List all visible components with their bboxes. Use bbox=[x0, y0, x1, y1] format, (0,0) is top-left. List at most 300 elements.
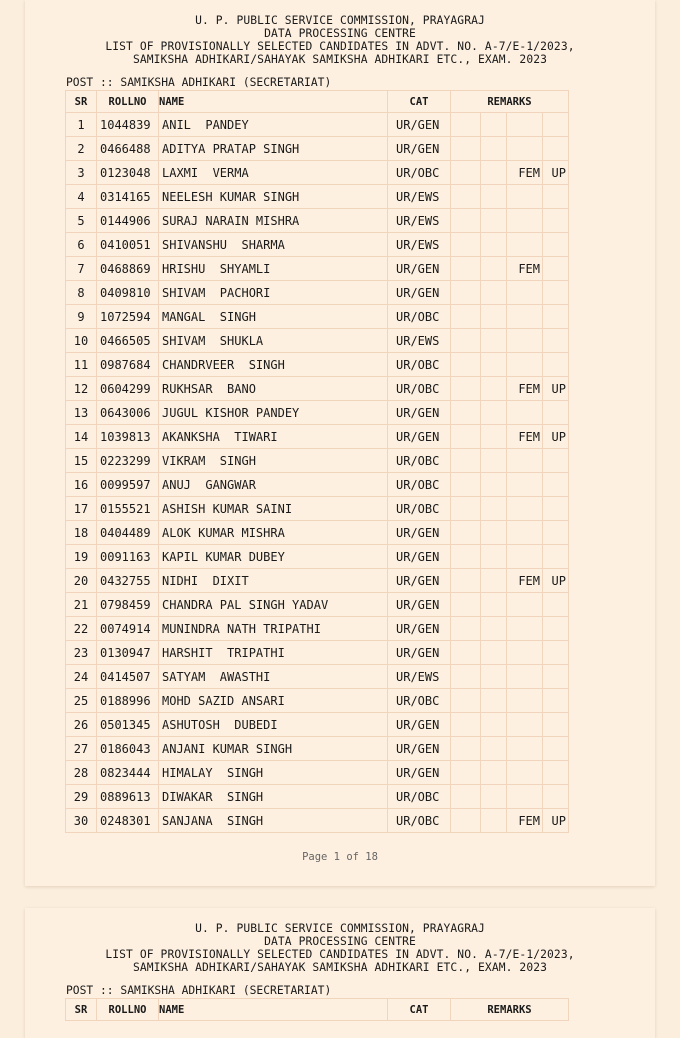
cell-rollno: 0889613 bbox=[97, 785, 159, 809]
cell-name: ADITYA PRATAP SINGH bbox=[159, 137, 388, 161]
cell-remark-blank-a bbox=[451, 257, 481, 281]
cell-remark-blank-a bbox=[451, 281, 481, 305]
cell-remark-1: FEM bbox=[507, 377, 543, 401]
cell-remark-2 bbox=[543, 113, 569, 137]
cell-cat: UR/OBC bbox=[388, 497, 451, 521]
cell-remark-2 bbox=[543, 449, 569, 473]
cell-remark-2 bbox=[543, 185, 569, 209]
cell-remark-2: UP bbox=[543, 161, 569, 185]
cell-rollno: 0501345 bbox=[97, 713, 159, 737]
post-title: POST :: SAMIKSHA ADHIKARI (SECRETARIAT) bbox=[66, 76, 332, 89]
cell-rollno: 0099597 bbox=[97, 473, 159, 497]
cell-name: ANIL PANDEY bbox=[159, 113, 388, 137]
cell-remark-2 bbox=[543, 353, 569, 377]
cell-remark-1 bbox=[507, 641, 543, 665]
cell-cat: UR/GEN bbox=[388, 593, 451, 617]
results-table bbox=[65, 90, 569, 833]
cell-remark-blank-b bbox=[481, 569, 507, 593]
cell-remark-1 bbox=[507, 185, 543, 209]
cell-cat: UR/GEN bbox=[388, 761, 451, 785]
table-row bbox=[66, 689, 569, 713]
header-list-title: LIST OF PROVISIONALLY SELECTED CANDIDATES IN ADVT. NO. A-7/E-1/2023, bbox=[105, 948, 575, 961]
table-row bbox=[66, 785, 569, 809]
cell-remark-1 bbox=[507, 449, 543, 473]
cell-remark-blank-a bbox=[451, 497, 481, 521]
table-row bbox=[66, 353, 569, 377]
table-row bbox=[66, 617, 569, 641]
cell-remark-blank-a bbox=[451, 137, 481, 161]
cell-sr: 16 bbox=[66, 473, 97, 497]
cell-remark-2 bbox=[543, 497, 569, 521]
page-footer: Page 1 of 18 bbox=[302, 851, 378, 863]
cell-remark-blank-a bbox=[451, 233, 481, 257]
cell-remark-2 bbox=[543, 545, 569, 569]
cell-rollno: 0130947 bbox=[97, 641, 159, 665]
cell-name: HRISHU SHYAMLI bbox=[159, 257, 388, 281]
cell-remark-2 bbox=[543, 137, 569, 161]
cell-rollno: 0074914 bbox=[97, 617, 159, 641]
cell-rollno: 0604299 bbox=[97, 377, 159, 401]
cell-remark-1: FEM bbox=[507, 425, 543, 449]
cell-remark-2 bbox=[543, 785, 569, 809]
table-row bbox=[66, 305, 569, 329]
table-row bbox=[66, 809, 569, 833]
table-row bbox=[66, 473, 569, 497]
cell-remark-blank-a bbox=[451, 377, 481, 401]
cell-remark-blank-b bbox=[481, 185, 507, 209]
cell-sr: 30 bbox=[66, 809, 97, 833]
header-commission: U. P. PUBLIC SERVICE COMMISSION, PRAYAGRAJ bbox=[195, 922, 485, 935]
table-row bbox=[66, 137, 569, 161]
cell-remark-1 bbox=[507, 305, 543, 329]
cell-sr: 24 bbox=[66, 665, 97, 689]
cell-remark-blank-a bbox=[451, 665, 481, 689]
cell-rollno: 0223299 bbox=[97, 449, 159, 473]
cell-remark-blank-b bbox=[481, 617, 507, 641]
cell-cat: UR/OBC bbox=[388, 353, 451, 377]
cell-remark-blank-b bbox=[481, 113, 507, 137]
cell-remark-blank-b bbox=[481, 713, 507, 737]
cell-cat: UR/OBC bbox=[388, 449, 451, 473]
col-rollno: ROLLNO bbox=[97, 91, 159, 113]
cell-cat: UR/OBC bbox=[388, 305, 451, 329]
cell-name: SHIVAM PACHORI bbox=[159, 281, 388, 305]
col-cat: CAT bbox=[388, 999, 451, 1021]
cell-sr: 18 bbox=[66, 521, 97, 545]
col-sr: SR bbox=[66, 91, 97, 113]
cell-remark-blank-b bbox=[481, 689, 507, 713]
cell-cat: UR/GEN bbox=[388, 281, 451, 305]
cell-sr: 19 bbox=[66, 545, 97, 569]
cell-sr: 15 bbox=[66, 449, 97, 473]
header-list-title: LIST OF PROVISIONALLY SELECTED CANDIDATES IN ADVT. NO. A-7/E-1/2023, bbox=[105, 40, 575, 53]
cell-remark-blank-a bbox=[451, 185, 481, 209]
cell-name: HIMALAY SINGH bbox=[159, 761, 388, 785]
cell-remark-2 bbox=[543, 713, 569, 737]
cell-remark-1: FEM bbox=[507, 569, 543, 593]
header-exam: SAMIKSHA ADHIKARI/SAHAYAK SAMIKSHA ADHIKARI ETC., EXAM. 2023 bbox=[132, 53, 548, 66]
cell-sr: 7 bbox=[66, 257, 97, 281]
cell-remark-blank-a bbox=[451, 113, 481, 137]
cell-remark-blank-a bbox=[451, 329, 481, 353]
cell-rollno: 0404489 bbox=[97, 521, 159, 545]
table-row bbox=[66, 641, 569, 665]
cell-remark-2: UP bbox=[543, 425, 569, 449]
cell-rollno: 1039813 bbox=[97, 425, 159, 449]
cell-sr: 25 bbox=[66, 689, 97, 713]
cell-cat: UR/GEN bbox=[388, 641, 451, 665]
cell-rollno: 1044839 bbox=[97, 113, 159, 137]
cell-name: RUKHSAR BANO bbox=[159, 377, 388, 401]
cell-remark-1 bbox=[507, 737, 543, 761]
cell-name: SURAJ NARAIN MISHRA bbox=[159, 209, 388, 233]
cell-remark-1 bbox=[507, 137, 543, 161]
cell-remark-blank-a bbox=[451, 425, 481, 449]
cell-remark-blank-b bbox=[481, 305, 507, 329]
cell-remark-2 bbox=[543, 617, 569, 641]
cell-remark-blank-a bbox=[451, 809, 481, 833]
cell-remark-blank-a bbox=[451, 209, 481, 233]
table-body bbox=[66, 113, 569, 833]
table-row bbox=[66, 161, 569, 185]
cell-sr: 6 bbox=[66, 233, 97, 257]
cell-remark-2 bbox=[543, 305, 569, 329]
cell-rollno: 0155521 bbox=[97, 497, 159, 521]
col-name: NAME bbox=[159, 999, 388, 1021]
cell-sr: 26 bbox=[66, 713, 97, 737]
cell-remark-2 bbox=[543, 641, 569, 665]
cell-remark-blank-b bbox=[481, 137, 507, 161]
cell-sr: 5 bbox=[66, 209, 97, 233]
table-header-row bbox=[66, 999, 569, 1021]
cell-remark-blank-b bbox=[481, 521, 507, 545]
table-row bbox=[66, 713, 569, 737]
cell-sr: 3 bbox=[66, 161, 97, 185]
cell-remark-1 bbox=[507, 233, 543, 257]
cell-remark-blank-a bbox=[451, 617, 481, 641]
cell-rollno: 0091163 bbox=[97, 545, 159, 569]
cell-remark-blank-b bbox=[481, 737, 507, 761]
cell-remark-2 bbox=[543, 689, 569, 713]
cell-remark-2 bbox=[543, 281, 569, 305]
col-remarks: REMARKS bbox=[451, 91, 569, 113]
cell-sr: 21 bbox=[66, 593, 97, 617]
cell-remark-1: FEM bbox=[507, 161, 543, 185]
cell-rollno: 0186043 bbox=[97, 737, 159, 761]
header-exam: SAMIKSHA ADHIKARI/SAHAYAK SAMIKSHA ADHIKARI ETC., EXAM. 2023 bbox=[132, 961, 548, 974]
cell-remark-blank-a bbox=[451, 737, 481, 761]
cell-name: MOHD SAZID ANSARI bbox=[159, 689, 388, 713]
table-row bbox=[66, 113, 569, 137]
cell-remark-2 bbox=[543, 521, 569, 545]
cell-rollno: 0798459 bbox=[97, 593, 159, 617]
table-row bbox=[66, 257, 569, 281]
cell-remark-1 bbox=[507, 473, 543, 497]
col-cat: CAT bbox=[388, 91, 451, 113]
cell-sr: 1 bbox=[66, 113, 97, 137]
cell-sr: 8 bbox=[66, 281, 97, 305]
table-row bbox=[66, 329, 569, 353]
cell-remark-blank-a bbox=[451, 401, 481, 425]
cell-remark-1 bbox=[507, 617, 543, 641]
cell-sr: 11 bbox=[66, 353, 97, 377]
cell-sr: 28 bbox=[66, 761, 97, 785]
table-row bbox=[66, 185, 569, 209]
cell-remark-2 bbox=[543, 233, 569, 257]
cell-remark-blank-a bbox=[451, 593, 481, 617]
cell-cat: UR/GEN bbox=[388, 545, 451, 569]
cell-rollno: 0248301 bbox=[97, 809, 159, 833]
cell-remark-1 bbox=[507, 785, 543, 809]
cell-remark-blank-b bbox=[481, 593, 507, 617]
cell-remark-blank-a bbox=[451, 473, 481, 497]
cell-rollno: 0188996 bbox=[97, 689, 159, 713]
cell-sr: 23 bbox=[66, 641, 97, 665]
cell-name: CHANDRA PAL SINGH YADAV bbox=[159, 593, 388, 617]
cell-remark-1 bbox=[507, 401, 543, 425]
cell-cat: UR/GEN bbox=[388, 257, 451, 281]
col-remarks: REMARKS bbox=[451, 999, 569, 1021]
cell-name: CHANDRVEER SINGH bbox=[159, 353, 388, 377]
table-header-row bbox=[66, 91, 569, 113]
cell-sr: 17 bbox=[66, 497, 97, 521]
cell-rollno: 0314165 bbox=[97, 185, 159, 209]
cell-rollno: 0466488 bbox=[97, 137, 159, 161]
cell-sr: 14 bbox=[66, 425, 97, 449]
cell-sr: 29 bbox=[66, 785, 97, 809]
cell-cat: UR/GEN bbox=[388, 713, 451, 737]
cell-cat: UR/GEN bbox=[388, 569, 451, 593]
page-header bbox=[25, 908, 655, 974]
cell-rollno: 0643006 bbox=[97, 401, 159, 425]
col-rollno: ROLLNO bbox=[97, 999, 159, 1021]
cell-name: SHIVANSHU SHARMA bbox=[159, 233, 388, 257]
cell-cat: UR/EWS bbox=[388, 209, 451, 233]
cell-name: SATYAM AWASTHI bbox=[159, 665, 388, 689]
cell-name: AKANKSHA TIWARI bbox=[159, 425, 388, 449]
cell-sr: 22 bbox=[66, 617, 97, 641]
cell-sr: 20 bbox=[66, 569, 97, 593]
table-row bbox=[66, 209, 569, 233]
cell-name: ANUJ GANGWAR bbox=[159, 473, 388, 497]
cell-cat: UR/GEN bbox=[388, 521, 451, 545]
cell-remark-2 bbox=[543, 257, 569, 281]
cell-remark-blank-b bbox=[481, 353, 507, 377]
cell-remark-blank-b bbox=[481, 761, 507, 785]
cell-name: SHIVAM SHUKLA bbox=[159, 329, 388, 353]
cell-sr: 2 bbox=[66, 137, 97, 161]
cell-name: VIKRAM SINGH bbox=[159, 449, 388, 473]
table-row bbox=[66, 425, 569, 449]
cell-name: MANGAL SINGH bbox=[159, 305, 388, 329]
cell-remark-1 bbox=[507, 281, 543, 305]
cell-remark-2 bbox=[543, 737, 569, 761]
cell-remark-blank-a bbox=[451, 521, 481, 545]
table-row bbox=[66, 593, 569, 617]
table-row bbox=[66, 449, 569, 473]
cell-cat: UR/EWS bbox=[388, 329, 451, 353]
cell-remark-blank-b bbox=[481, 425, 507, 449]
cell-remark-blank-a bbox=[451, 761, 481, 785]
cell-remark-blank-a bbox=[451, 161, 481, 185]
cell-remark-blank-b bbox=[481, 809, 507, 833]
cell-remark-2 bbox=[543, 665, 569, 689]
cell-rollno: 0468869 bbox=[97, 257, 159, 281]
cell-rollno: 1072594 bbox=[97, 305, 159, 329]
cell-remark-2 bbox=[543, 329, 569, 353]
cell-remark-blank-a bbox=[451, 713, 481, 737]
header-centre: DATA PROCESSING CENTRE bbox=[264, 27, 416, 40]
cell-name: SANJANA SINGH bbox=[159, 809, 388, 833]
cell-name: NEELESH KUMAR SINGH bbox=[159, 185, 388, 209]
cell-name: KAPIL KUMAR DUBEY bbox=[159, 545, 388, 569]
table-row bbox=[66, 233, 569, 257]
cell-remark-2 bbox=[543, 473, 569, 497]
cell-remark-blank-b bbox=[481, 281, 507, 305]
cell-cat: UR/GEN bbox=[388, 425, 451, 449]
cell-remark-2: UP bbox=[543, 569, 569, 593]
cell-remark-blank-a bbox=[451, 785, 481, 809]
cell-remark-blank-b bbox=[481, 401, 507, 425]
cell-name: LAXMI VERMA bbox=[159, 161, 388, 185]
table-row bbox=[66, 761, 569, 785]
cell-rollno: 0144906 bbox=[97, 209, 159, 233]
col-sr: SR bbox=[66, 999, 97, 1021]
cell-sr: 12 bbox=[66, 377, 97, 401]
cell-remark-blank-b bbox=[481, 785, 507, 809]
cell-remark-blank-b bbox=[481, 449, 507, 473]
cell-remark-blank-b bbox=[481, 497, 507, 521]
cell-sr: 10 bbox=[66, 329, 97, 353]
cell-remark-blank-b bbox=[481, 257, 507, 281]
table-row bbox=[66, 401, 569, 425]
cell-remark-blank-a bbox=[451, 305, 481, 329]
cell-remark-blank-b bbox=[481, 545, 507, 569]
cell-rollno: 0414507 bbox=[97, 665, 159, 689]
cell-cat: UR/GEN bbox=[388, 137, 451, 161]
cell-remark-2 bbox=[543, 401, 569, 425]
cell-rollno: 0987684 bbox=[97, 353, 159, 377]
cell-name: NIDHI DIXIT bbox=[159, 569, 388, 593]
cell-remark-blank-a bbox=[451, 641, 481, 665]
cell-remark-blank-a bbox=[451, 353, 481, 377]
cell-rollno: 0432755 bbox=[97, 569, 159, 593]
cell-remark-1 bbox=[507, 593, 543, 617]
cell-rollno: 0123048 bbox=[97, 161, 159, 185]
cell-remark-2: UP bbox=[543, 377, 569, 401]
cell-cat: UR/OBC bbox=[388, 785, 451, 809]
cell-cat: UR/OBC bbox=[388, 161, 451, 185]
cell-remark-1: FEM bbox=[507, 257, 543, 281]
cell-cat: UR/GEN bbox=[388, 401, 451, 425]
cell-remark-blank-b bbox=[481, 665, 507, 689]
cell-remark-blank-b bbox=[481, 377, 507, 401]
cell-sr: 4 bbox=[66, 185, 97, 209]
cell-rollno: 0823444 bbox=[97, 761, 159, 785]
cell-remark-1 bbox=[507, 521, 543, 545]
cell-remark-1 bbox=[507, 209, 543, 233]
cell-remark-1 bbox=[507, 113, 543, 137]
cell-remark-blank-a bbox=[451, 449, 481, 473]
cell-name: ALOK KUMAR MISHRA bbox=[159, 521, 388, 545]
cell-sr: 27 bbox=[66, 737, 97, 761]
cell-remark-1 bbox=[507, 665, 543, 689]
cell-cat: UR/OBC bbox=[388, 473, 451, 497]
cell-name: DIWAKAR SINGH bbox=[159, 785, 388, 809]
table-row bbox=[66, 545, 569, 569]
cell-remark-blank-b bbox=[481, 641, 507, 665]
cell-name: HARSHIT TRIPATHI bbox=[159, 641, 388, 665]
cell-remark-blank-a bbox=[451, 545, 481, 569]
cell-remark-2: UP bbox=[543, 809, 569, 833]
cell-cat: UR/GEN bbox=[388, 737, 451, 761]
cell-rollno: 0410051 bbox=[97, 233, 159, 257]
cell-remark-1 bbox=[507, 353, 543, 377]
results-table bbox=[65, 998, 569, 1021]
cell-cat: UR/GEN bbox=[388, 113, 451, 137]
table-row bbox=[66, 377, 569, 401]
cell-cat: UR/EWS bbox=[388, 185, 451, 209]
document-page-1 bbox=[25, 0, 655, 886]
page-header bbox=[25, 0, 655, 66]
table-row bbox=[66, 737, 569, 761]
post-title: POST :: SAMIKSHA ADHIKARI (SECRETARIAT) bbox=[66, 984, 332, 997]
table-row bbox=[66, 569, 569, 593]
cell-remark-2 bbox=[543, 593, 569, 617]
cell-remark-1 bbox=[507, 545, 543, 569]
cell-remark-1 bbox=[507, 761, 543, 785]
cell-remark-blank-b bbox=[481, 161, 507, 185]
cell-remark-2 bbox=[543, 761, 569, 785]
cell-cat: UR/GEN bbox=[388, 617, 451, 641]
cell-remark-1 bbox=[507, 689, 543, 713]
table-row bbox=[66, 281, 569, 305]
cell-remark-1 bbox=[507, 497, 543, 521]
cell-remark-blank-a bbox=[451, 689, 481, 713]
cell-name: JUGUL KISHOR PANDEY bbox=[159, 401, 388, 425]
cell-name: ANJANI KUMAR SINGH bbox=[159, 737, 388, 761]
cell-remark-blank-b bbox=[481, 233, 507, 257]
cell-remark-1: FEM bbox=[507, 809, 543, 833]
cell-sr: 13 bbox=[66, 401, 97, 425]
cell-cat: UR/EWS bbox=[388, 233, 451, 257]
cell-cat: UR/EWS bbox=[388, 665, 451, 689]
cell-sr: 9 bbox=[66, 305, 97, 329]
cell-cat: UR/OBC bbox=[388, 377, 451, 401]
cell-rollno: 0466505 bbox=[97, 329, 159, 353]
table-row bbox=[66, 497, 569, 521]
cell-rollno: 0409810 bbox=[97, 281, 159, 305]
cell-cat: UR/OBC bbox=[388, 809, 451, 833]
cell-remark-blank-a bbox=[451, 569, 481, 593]
cell-name: ASHUTOSH DUBEDI bbox=[159, 713, 388, 737]
cell-cat: UR/OBC bbox=[388, 689, 451, 713]
table-row bbox=[66, 521, 569, 545]
cell-name: MUNINDRA NATH TRIPATHI bbox=[159, 617, 388, 641]
cell-remark-1 bbox=[507, 329, 543, 353]
header-centre: DATA PROCESSING CENTRE bbox=[264, 935, 416, 948]
cell-remark-2 bbox=[543, 209, 569, 233]
cell-remark-blank-b bbox=[481, 473, 507, 497]
cell-remark-1 bbox=[507, 713, 543, 737]
cell-name: ASHISH KUMAR SAINI bbox=[159, 497, 388, 521]
cell-remark-blank-b bbox=[481, 209, 507, 233]
col-name: NAME bbox=[159, 91, 388, 113]
table-row bbox=[66, 665, 569, 689]
header-commission: U. P. PUBLIC SERVICE COMMISSION, PRAYAGRAJ bbox=[195, 14, 485, 27]
document-page-2 bbox=[25, 908, 655, 1038]
cell-remark-blank-b bbox=[481, 329, 507, 353]
